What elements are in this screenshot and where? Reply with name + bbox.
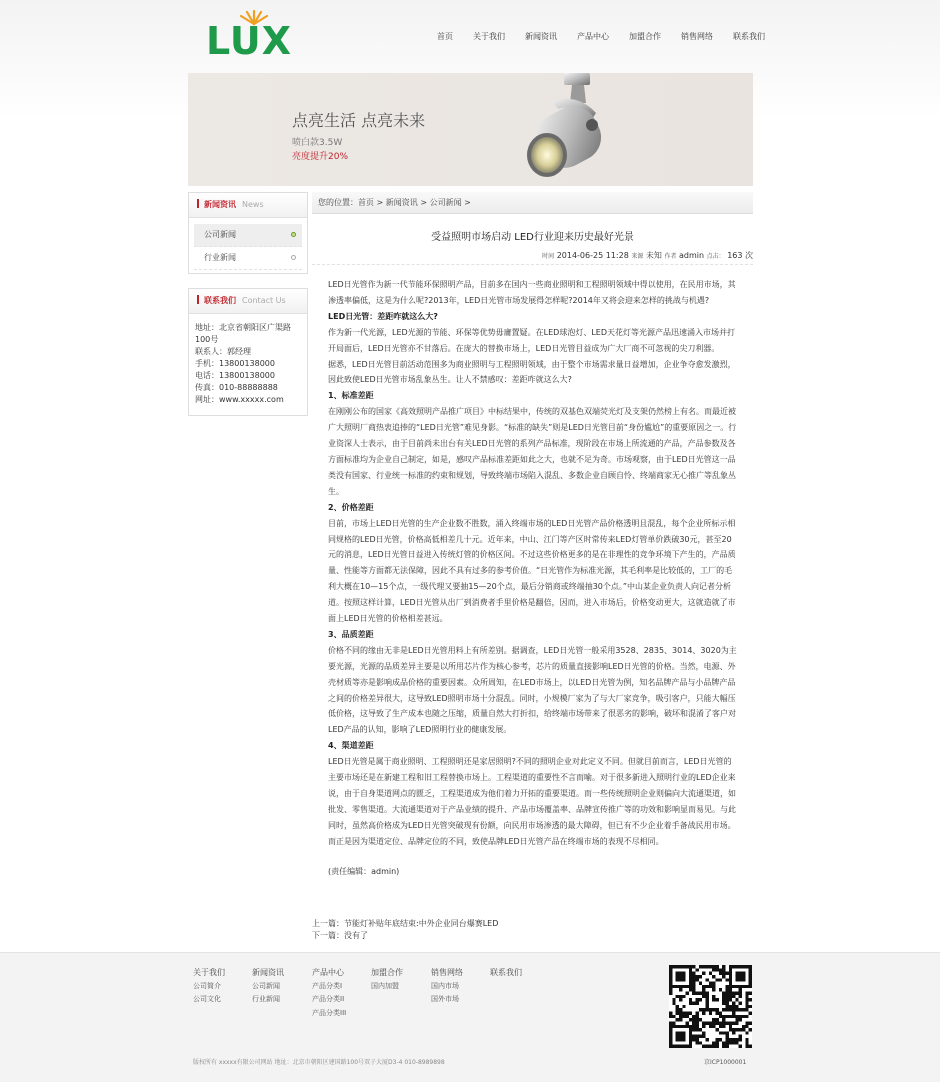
sidebar-contact-header — [189, 289, 307, 314]
author-label: 作者 — [664, 253, 677, 260]
footer-link[interactable]: 产品分类I — [312, 981, 343, 990]
footer-link[interactable]: 国内加盟 — [371, 981, 399, 990]
header-marker — [197, 199, 199, 208]
footer-link[interactable]: 产品分类III — [312, 1008, 347, 1017]
footer-link[interactable]: 国内市场 — [431, 981, 459, 990]
article-meta — [312, 250, 753, 261]
footer-link[interactable]: 行业新闻 — [252, 995, 280, 1003]
nav-contact[interactable]: 联系我们 — [733, 32, 765, 41]
breadcrumb[interactable]: 您的位置：首页 > 新闻资讯 > 公司新闻 > — [312, 192, 753, 214]
article-subheading: 3、品质差距 — [328, 629, 374, 639]
qr-code-image — [669, 965, 752, 1048]
article-paragraph: 目前，市场上LED日光管的生产企业数不胜数，涌入终端市场的LED日光管产品价格透明且混乱，每个企业所标示相同规格的LED日光管，价格高低相差几十元。近年来，中山、江门等产区时常传来LED灯管单价跌破30元，甚至20元的消息，LED日光管日益进入传统灯管的价格区间。不过这些价格更多的是在非理性的竞争环境下产生的，产品质量、性能等方面都无法保障，因此不具有过多的参考价值。“日光管作为标准光源，其毛利率是比较低的，工厂的毛利大概在10—15个点，一级代理又要抽15—20个点，最后分销商或终端抽30个点。”中山某企业负责人向记者分析道。按照这样计算，LED日光管从出厂到消费者手里价格是翻倍，因而，进入市场后，价格变动更大，这就造就了市面上LED日光管的价格相差甚远。 — [328, 518, 736, 624]
footer-col-title[interactable]: 新闻资讯 — [252, 968, 284, 977]
footer-link[interactable]: 产品分类II — [312, 995, 345, 1003]
article-subheading: LED日光管：差距咋就这么大? — [328, 311, 438, 321]
contact-info — [189, 314, 307, 412]
nav-products[interactable]: 产品中心 — [577, 32, 609, 41]
sidebar-item-industry-news[interactable] — [194, 247, 302, 270]
footer-col-title[interactable]: 产品中心 — [312, 968, 344, 977]
sidebar-item-company-news[interactable] — [194, 224, 302, 247]
footer — [0, 952, 940, 1082]
banner-subtitle: 喷白款3.5W — [292, 138, 343, 148]
article-paragraph: 据悉，LED日光管目前活动范围多为商业照明与工程照明领域，由于整个市场需求量日益增加，企业争夺愈发激烈，因此致使LED日光管市场乱象丛生。让人不禁感叹：差距咋就这么大? — [328, 359, 736, 385]
footer-col-products — [312, 966, 346, 1020]
article-paragraph: LED日光管是属于商业照明、工程照明还是家居照明?不同的照明企业对此定义不同。但就目前而言，LED日光管的主要市场还是在新建工程和旧工程替换市场上。工程渠道的重要性不言而喻。对于很多新进入照明行业的LED企业来说，由于自身渠道网点的匮乏，工程渠道成为他们着力开拓的重要渠道。而一些传统照明企业则偏向大流通渠道，如批发、零售渠道。大流通渠道对于产品业绩的提升、产品市场覆盖率、品牌宣传推广等的功效和影响显而易见。与此同时，虽然高价格成为LED日光管突破现有份额，向民用市场渗透的最大障碍，但已有不少企业着手备战民用市场。而正是因为渠道定位、品牌定位的不同，致使品牌LED日光管产品在终端市场的表现不尽相同。 — [328, 757, 736, 846]
contact-address: 地址：北京省朝阳区广渠路 — [195, 323, 291, 332]
contact-mobile: 手机：13800138000 — [195, 359, 275, 368]
contact-address-cont: 100号 — [195, 335, 219, 344]
contact-fax: 传真：010-88888888 — [195, 383, 278, 392]
bullet-active-icon — [291, 232, 296, 237]
footer-link[interactable]: 公司新闻 — [252, 981, 280, 990]
nav-sales-network[interactable]: 销售网络 — [681, 32, 713, 41]
article-body — [328, 277, 739, 880]
footer-col-title[interactable]: 加盟合作 — [371, 968, 403, 977]
banner-title: 点亮生活 点亮未来 — [292, 111, 426, 130]
sidebar-news-box — [188, 192, 308, 274]
banner-highlight: 亮度提升20% — [292, 152, 349, 162]
bullet-icon — [291, 255, 296, 260]
footer-col-title[interactable]: 联系我们 — [490, 968, 522, 977]
article-subheading: 1、标准差距 — [328, 391, 374, 401]
article-paragraph: 作为新一代光源，LED光源的节能、环保等优势毋庸置疑。在LED球泡灯、LED天花灯等光源产品迅速涌入市场并打开局面后，LED日光管亦不甘落后。在庞大的替换市场上，LED日光管目益成为广大厂商不可忽视的尖刀利器。 — [328, 327, 736, 353]
footer-col-franchise — [371, 966, 403, 993]
sidebar-item-label: 行业新闻 — [204, 253, 236, 262]
views-label: 点击： — [706, 253, 725, 260]
icp-number: 京ICP1000001 — [704, 1059, 747, 1066]
contact-person: 联系人：郭经理 — [195, 347, 251, 356]
sidebar-item-label: 公司新闻 — [204, 230, 236, 239]
logo-text: LUX — [206, 19, 293, 63]
time-label: 时间 — [542, 253, 555, 260]
main-nav — [437, 31, 765, 42]
prev-article-link[interactable]: 上一篇：节能灯补贴年底结束:中外企业同台爆赛LED — [312, 919, 499, 928]
nav-home[interactable]: 首页 — [437, 32, 453, 41]
article-paragraph: 在刚刚公布的国家《高效照明产品推广项目》中标结果中，传统的双基色双端荧光灯及支架仍然榜上有名。而最近被广大照明厂商热衷追捧的“LED日光管”难见身影。“标准的缺失”则是LED日光管目前“身份尴尬”的重要原因之一。行业资深人士表示，由于目前尚未出台有关LED日光管的系列产品标准，现阶段在市场上所流通的产品，产品参数及各方面标准均为企业自己制定，如是，感叹产品标准差距如此之大，也就不足为奇。市场观察，由于LED日光管这一品类没有国家、行业统一标准的约束和规划，导致终端市场陷入混乱、多数企业自顾自怜、终端商家无心推广等乱象丛生。 — [328, 407, 737, 496]
header-marker — [197, 295, 199, 304]
hero-banner[interactable] — [188, 73, 753, 186]
article-views: 163 次 — [727, 251, 753, 260]
prev-next-links — [312, 918, 498, 942]
sidebar-contact-title-en: Contact Us — [242, 296, 286, 305]
track-light-image — [500, 73, 630, 186]
source-label: 来源 — [631, 253, 644, 260]
footer-col-title[interactable]: 关于我们 — [193, 968, 225, 977]
sidebar-news-title-en: News — [242, 200, 264, 209]
footer-col-about — [193, 966, 225, 1007]
article-title: 受益照明市场启动 LED行业迎来历史最好光景 — [431, 232, 634, 243]
footer-link[interactable]: 公司文化 — [193, 995, 221, 1003]
contact-website[interactable]: 网址：www.xxxxx.com — [195, 395, 284, 404]
footer-link[interactable]: 国外市场 — [431, 995, 459, 1003]
article-time: 2014-06-25 11:28 — [556, 251, 629, 260]
contact-phone: 电话：13800138000 — [195, 371, 275, 380]
footer-col-sales — [431, 966, 463, 1007]
next-article-link[interactable]: 下一篇：没有了 — [312, 931, 368, 940]
article-paragraph: 价格不同的缘由无非是LED日光管用料上有所差别。据调查，LED日光管一般采用3528、2835、3014、3020为主要光源，光源的品质差异主要是以所用芯片作为核心参考，芯片的质量直接影响LED日光管的价格。当然，电源、外壳材质等亦是影响成品价格的重要因素。众所周知，在LED市场上，以LED日光管为例，知名品牌产品与小品牌产品之间的价格差异很大，这导致LED照明市场十分混乱。同时，小规模厂家为了与大厂家竞争，吸引客户，只能大幅压低价格，这导致了生产成本也随之压缩，质量自然大打折扣，给终端市场带来了很恶劣的影响，破坏和混淆了客户对LED产品的认知，影响了LED照明行业的健康发展。 — [328, 645, 737, 735]
divider — [312, 264, 753, 265]
footer-col-contact — [490, 966, 522, 980]
article-paragraph: LED日光管作为新一代节能环保照明产品，目前多在国内一些商业照明和工程照明领域中得以使用，在民用市场，其渗透率偏低，这是为什么呢?2013年，LED日光管市场发展得怎样呢?2014年又将会迎来怎样的挑战与机遇? — [328, 280, 736, 305]
nav-news[interactable]: 新闻资讯 — [525, 32, 557, 41]
footer-col-title[interactable]: 销售网络 — [431, 968, 463, 977]
nav-about[interactable]: 关于我们 — [473, 32, 505, 41]
article-subheading: 4、渠道差距 — [328, 741, 374, 751]
article-subheading: 2、价格差距 — [328, 502, 374, 512]
copyright-text: 版权所有 xxxxx有限公司网站 地址：北京市朝阳区建国路100号双子大厦D3-4 010-8989898 — [193, 1059, 445, 1066]
nav-franchise[interactable]: 加盟合作 — [629, 32, 661, 41]
logo[interactable] — [206, 8, 310, 63]
sidebar-news-title: 新闻资讯 — [204, 200, 236, 209]
sidebar-contact-title: 联系我们 — [204, 296, 236, 305]
sidebar-contact-box — [188, 288, 308, 416]
article-editor: (责任编辑：admin) — [328, 866, 400, 876]
sidebar-news-header — [189, 193, 307, 218]
article-source: 未知 — [645, 251, 662, 260]
footer-col-news — [252, 966, 284, 1007]
article-author: admin — [679, 251, 705, 260]
footer-link[interactable]: 公司简介 — [193, 981, 221, 990]
